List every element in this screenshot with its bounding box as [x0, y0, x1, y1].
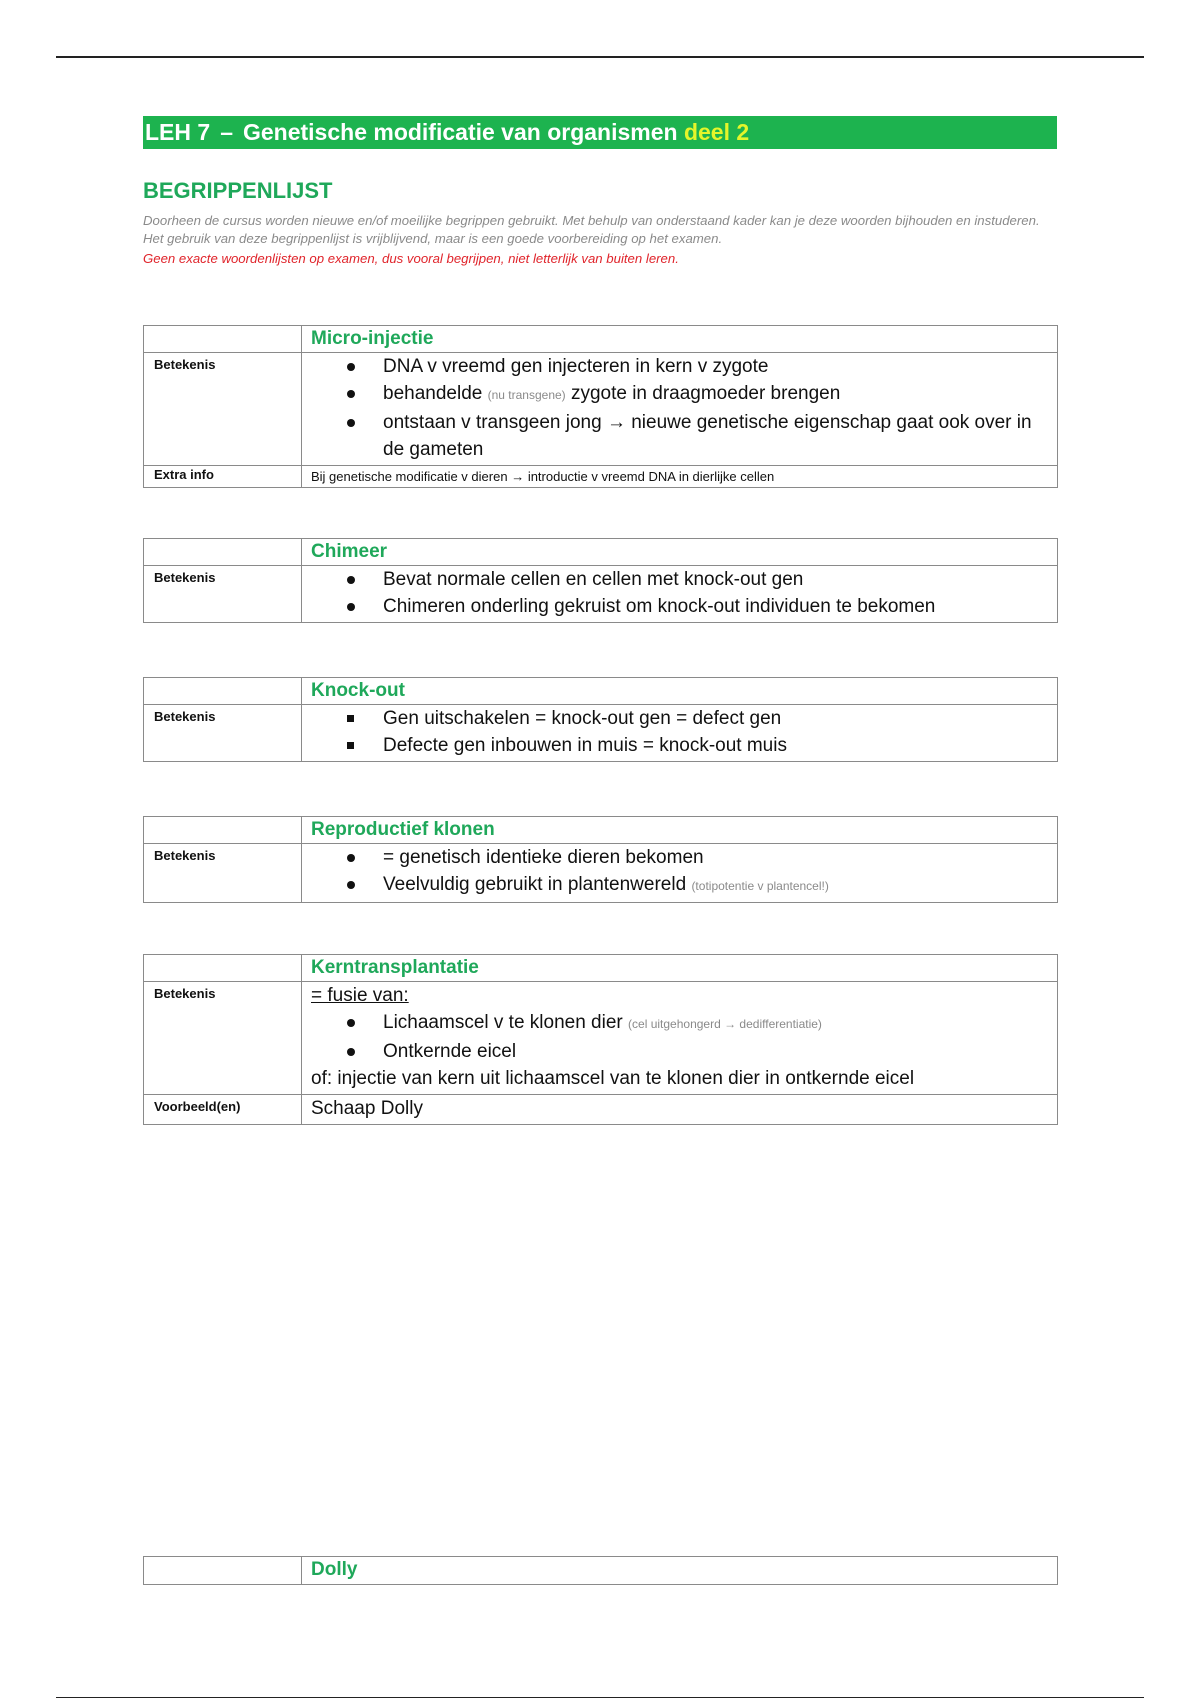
meaning-list — [311, 705, 1049, 759]
empty-cell — [144, 817, 302, 844]
list-item — [347, 380, 1049, 409]
list-item-text: nieuwe genetische eigenschap gaat ook over in de gameten — [383, 412, 1032, 460]
meaning-lead: = fusie van: — [311, 985, 409, 1006]
list-item-text: behandelde — [383, 383, 483, 404]
term-table-kerntransplantatie — [143, 954, 1058, 1125]
empty-cell — [144, 326, 302, 353]
examples-label: Voorbeeld(en) — [144, 1095, 302, 1125]
glossary-intro: Doorheen de cursus worden nieuwe en/of moeilijke begrippen gebruikt. Met behulp van onderstaand kader kan je deze woorden bijhouden en instuderen. Het gebruik van deze begrippenlijst is vrijblijvend, maar is een goede voorbereiding op het examen. — [143, 213, 1040, 246]
bottom-rule — [56, 1697, 1144, 1698]
list-item — [347, 871, 1049, 900]
extra-info-text: Bij genetische modificatie v dieren — [311, 469, 508, 484]
meaning-label: Betekenis — [144, 566, 302, 623]
glossary-warning: Geen exacte woordenlijsten op examen, dus vooral begrijpen, niet letterlijk van buiten leren. — [143, 251, 679, 266]
meaning-content — [302, 844, 1058, 903]
list-item — [347, 409, 1049, 463]
glossary-heading: BEGRIPPENLIJST — [143, 178, 333, 203]
list-item: Chimeren onderling gekruist om knock-out individuen te bekomen — [347, 593, 1049, 620]
examples-content: Schaap Dolly — [302, 1095, 1058, 1125]
meaning-label: Betekenis — [144, 705, 302, 762]
list-item: Bevat normale cellen en cellen met knock-out gen — [347, 566, 1049, 593]
meaning-list — [311, 844, 1049, 900]
chapter-title-separator: – — [220, 119, 233, 145]
extra-info-label: Extra info — [144, 466, 302, 488]
term-table-chimeer — [143, 538, 1058, 623]
top-rule — [56, 56, 1144, 58]
term-table-dolly — [143, 1556, 1058, 1585]
list-item-note: (nu transgene) — [487, 388, 566, 402]
term-title: Knock-out — [302, 678, 1058, 705]
meaning-content — [302, 566, 1058, 623]
extra-info-content — [302, 466, 1058, 488]
chapter-title-bar — [143, 116, 1057, 149]
empty-cell — [144, 955, 302, 982]
meaning-list — [311, 353, 1049, 463]
meaning-label: Betekenis — [144, 353, 302, 466]
chapter-part: deel 2 — [683, 119, 750, 145]
meaning-label: Betekenis — [144, 982, 302, 1095]
list-item-text: Veelvuldig gebruikt in plantenwereld — [383, 874, 687, 895]
term-title: Micro-injectie — [302, 326, 1058, 353]
term-title: Dolly — [302, 1557, 1058, 1585]
term-title: Kerntransplantatie — [302, 955, 1058, 982]
empty-cell — [144, 678, 302, 705]
list-item: Ontkernde eicel — [347, 1038, 1049, 1065]
list-item: DNA v vreemd gen injecteren in kern v zygote — [347, 353, 1049, 380]
meaning-content — [302, 705, 1058, 762]
term-table-reproductief-klonen — [143, 816, 1058, 903]
list-item: Gen uitschakelen = knock-out gen = defect gen — [347, 705, 1049, 732]
right-arrow-icon: → — [511, 469, 525, 484]
term-table-micro-injectie — [143, 325, 1058, 488]
extra-info-text: introductie v vreemd DNA in dierlijke cellen — [527, 469, 775, 484]
meaning-content — [302, 353, 1058, 466]
meaning-label: Betekenis — [144, 844, 302, 903]
meaning-list — [311, 1009, 1049, 1065]
right-arrow-icon: → — [606, 412, 626, 433]
meaning-alternative: of: injectie van kern uit lichaamscel van te klonen dier in ontkernde eicel — [311, 1068, 915, 1089]
list-item-text: Lichaamscel v te klonen dier — [383, 1012, 623, 1033]
term-table-knock-out — [143, 677, 1058, 762]
list-item-text: zygote in draagmoeder brengen — [570, 383, 841, 404]
meaning-list — [311, 566, 1049, 620]
empty-cell — [144, 1557, 302, 1585]
term-title: Chimeer — [302, 539, 1058, 566]
list-item: Defecte gen inbouwen in muis = knock-out muis — [347, 732, 1049, 759]
term-title: Reproductief klonen — [302, 817, 1058, 844]
chapter-code: LEH 7 — [145, 119, 211, 145]
empty-cell — [144, 539, 302, 566]
list-item-note: (cel uitgehongerd → dedifferentiatie) — [628, 1017, 822, 1031]
list-item: = genetisch identieke dieren bekomen — [347, 844, 1049, 871]
meaning-content — [302, 982, 1058, 1095]
list-item-note: (totipotentie v plantencel!) — [691, 879, 829, 893]
list-item-text: ontstaan v transgeen jong — [383, 412, 602, 433]
list-item — [347, 1009, 1049, 1038]
chapter-title: Genetische modificatie van organismen — [242, 119, 678, 145]
